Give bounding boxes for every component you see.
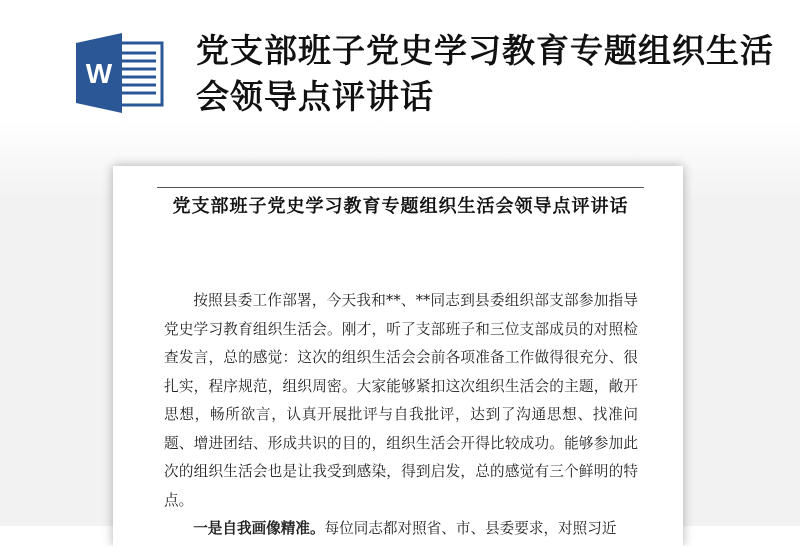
paragraph: [164, 515, 638, 544]
document-title: 党支部班子党史学习教育专题组织生活会领导点评讲话: [172, 196, 629, 217]
point-heading: 一是自我画像精准。: [193, 520, 325, 537]
document-body: [164, 287, 638, 544]
header-rule: [157, 187, 644, 188]
header-title: 党支部班子党史学习教育专题组织生活会领导点评讲话: [196, 31, 774, 116]
paragraph: 按照县委工作部署，今天我和**、**同志到县委组织部支部参加指导党史学习教育组织生活会。刚才，听了支部班子和三位支部成员的对照检查发言，总的感觉：这次的组织生活会会前各项准备工作做得很充分、很扎实，程序规范，组织周密。大家能够紧扣这次组织生活会的主题，敞开思想，畅所欲言，认真开展批评与自我批评，达到了沟通思想、找准问题、增进团结、形成共识的目的，组织生活会开得比较成功。能够参加此次的组织生活会也是让我受到感染，得到启发，总的感觉有三个鲜明的特点。: [164, 292, 638, 509]
point-text: 每位同志都对照省、市、县委要求，对照习近: [324, 520, 617, 537]
document-page: [113, 166, 683, 546]
word-icon: [76, 33, 166, 113]
word-icon-letter: W: [85, 58, 113, 89]
